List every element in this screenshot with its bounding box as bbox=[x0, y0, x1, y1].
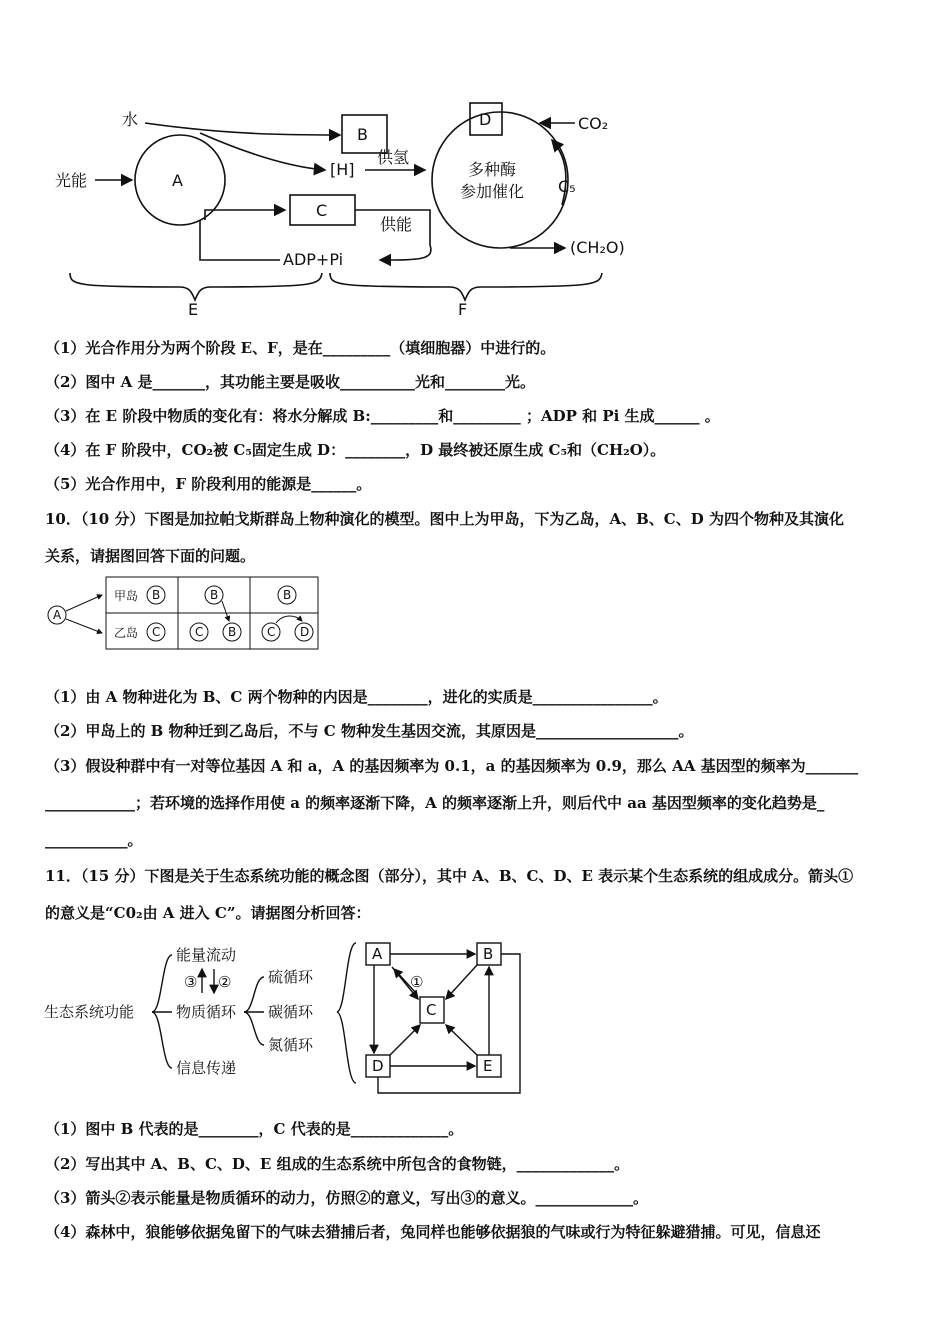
energy-flow-label: 能量流动 bbox=[176, 946, 237, 964]
isl-node-b2: B bbox=[210, 588, 219, 602]
q11-item-4: （4）森林中，狼能够依据兔留下的气味去猎捕后者，兔同样也能够依据狼的气味或行为特征躲避猎捕。可见，信息还 bbox=[45, 1223, 821, 1241]
material-cycle-label: 物质循环 bbox=[176, 1003, 237, 1021]
isl-node-a: A bbox=[53, 608, 62, 622]
adp-label: ADP+Pi bbox=[283, 250, 344, 269]
q11-stem-1: 11．（15 分）下图是关于生态系统功能的概念图（部分），其中 A、B、C、D、E 表示某个生态系统的组成成分。箭头① bbox=[45, 867, 854, 885]
supply-h-label: 供氢 bbox=[377, 148, 410, 167]
q11-item-2: （2）写出其中 A、B、C、D、E 组成的生态系统中所包含的食物链，_____________。 bbox=[45, 1155, 630, 1173]
node-c-label: C bbox=[316, 201, 328, 220]
q10-item-3: （3）假设种群中有一对等位基因 A 和 a，A 的基因频率为 0.1，a 的基因频率为 0.9，那么 AA 基因型的频率为_______ bbox=[45, 757, 859, 775]
q10-stem-1: 10．（10 分）下图是加拉帕戈斯群岛上物种演化的模型。图中上为甲岛，下为乙岛，A、B、C、D 为四个物种及其演化 bbox=[45, 510, 844, 528]
q11-stem-2: 的意义是“C0₂由 A 进入 C”。请据图分析回答： bbox=[45, 904, 371, 922]
q10-item-1: （1）由 A 物种进化为 B、C 两个物种的内因是________，进化的实质是________________。 bbox=[45, 688, 668, 706]
nitrogen-cycle-label: 氮循环 bbox=[268, 1036, 314, 1054]
node-d-label: D bbox=[479, 110, 492, 129]
supply-energy-label: 供能 bbox=[380, 215, 413, 234]
isl-node-d: D bbox=[300, 625, 310, 639]
isl-node-c3: C bbox=[267, 625, 276, 639]
q10-item-3-end: ___________。 bbox=[45, 831, 143, 849]
yi-island-label: 乙岛 bbox=[114, 626, 139, 640]
stage-f-label: F bbox=[458, 300, 468, 319]
light-label: 光能 bbox=[55, 171, 88, 190]
enzyme-line2: 参加催化 bbox=[460, 182, 525, 201]
eco-node-e: E bbox=[483, 1057, 493, 1075]
island-evolution-diagram bbox=[44, 575, 324, 655]
isl-node-b3: B bbox=[228, 625, 237, 639]
info-transfer-label: 信息传递 bbox=[176, 1059, 237, 1077]
isl-node-c1: C bbox=[152, 625, 161, 639]
ecosystem-function-diagram bbox=[44, 935, 534, 1100]
eco-node-c: C bbox=[426, 1001, 437, 1019]
eco-node-d: D bbox=[372, 1057, 384, 1075]
stage-e-label: E bbox=[188, 300, 199, 319]
carbon-cycle-label: 碳循环 bbox=[268, 1003, 314, 1021]
q9-item-2: （2）图中 A 是_______，其功能主要是吸收__________光和________光。 bbox=[45, 373, 536, 391]
arrow3-label: ③ bbox=[184, 973, 198, 991]
q9-item-1: （1）光合作用分为两个阶段 E、F，是在_________（填细胞器）中进行的。 bbox=[45, 339, 556, 357]
c5-label: C₅ bbox=[558, 177, 576, 196]
q9-item-5: （5）光合作用中，F 阶段利用的能源是______。 bbox=[45, 475, 372, 493]
isl-node-c2: C bbox=[195, 625, 204, 639]
jia-island-label: 甲岛 bbox=[114, 589, 139, 603]
photosynthesis-diagram bbox=[40, 95, 660, 320]
q10-item-3-cont: ____________；若环境的选择作用使 a 的频率逐渐下降，A 的频率逐渐上升，则后代中 aa 基因型频率的变化趋势是_ bbox=[45, 794, 825, 812]
isl-node-b1: B bbox=[152, 588, 161, 602]
node-b-label: B bbox=[357, 125, 368, 144]
eco-node-a: A bbox=[372, 945, 383, 963]
arrow2-label: ② bbox=[218, 973, 232, 991]
h-label: [H] bbox=[330, 160, 355, 179]
arrow1-label: ① bbox=[410, 973, 424, 991]
node-a-label: A bbox=[172, 171, 183, 190]
q10-stem-2: 关系，请据图回答下面的问题。 bbox=[45, 547, 256, 565]
water-label: 水 bbox=[122, 110, 139, 129]
q9-item-4: （4）在 F 阶段中，CO₂被 C₅固定生成 D：________，D 最终被还原生成 C₅和（CH₂O）。 bbox=[45, 441, 666, 459]
q9-item-3: （3）在 E 阶段中物质的变化有：将水分解成 B:_________和_________ ；ADP 和 Pi 生成______ 。 bbox=[45, 407, 720, 425]
q10-item-2: （2）甲岛上的 B 物种迁到乙岛后，不与 C 物种发生基因交流，其原因是___________________。 bbox=[45, 722, 694, 740]
enzyme-line1: 多种酶 bbox=[468, 160, 517, 179]
q11-item-1: （1）图中 B 代表的是________，C 代表的是_____________。 bbox=[45, 1120, 464, 1138]
co2-label: CO₂ bbox=[578, 114, 609, 133]
sulfur-cycle-label: 硫循环 bbox=[268, 968, 314, 986]
ch2o-label: (CH₂O) bbox=[570, 238, 625, 257]
q11-item-3: （3）箭头②表示能量是物质循环的动力，仿照②的意义，写出③的意义。_____________。 bbox=[45, 1189, 648, 1207]
eco-node-b: B bbox=[483, 945, 494, 963]
eco-root-label: 生态系统功能 bbox=[44, 1003, 135, 1021]
isl-node-b4: B bbox=[283, 588, 292, 602]
